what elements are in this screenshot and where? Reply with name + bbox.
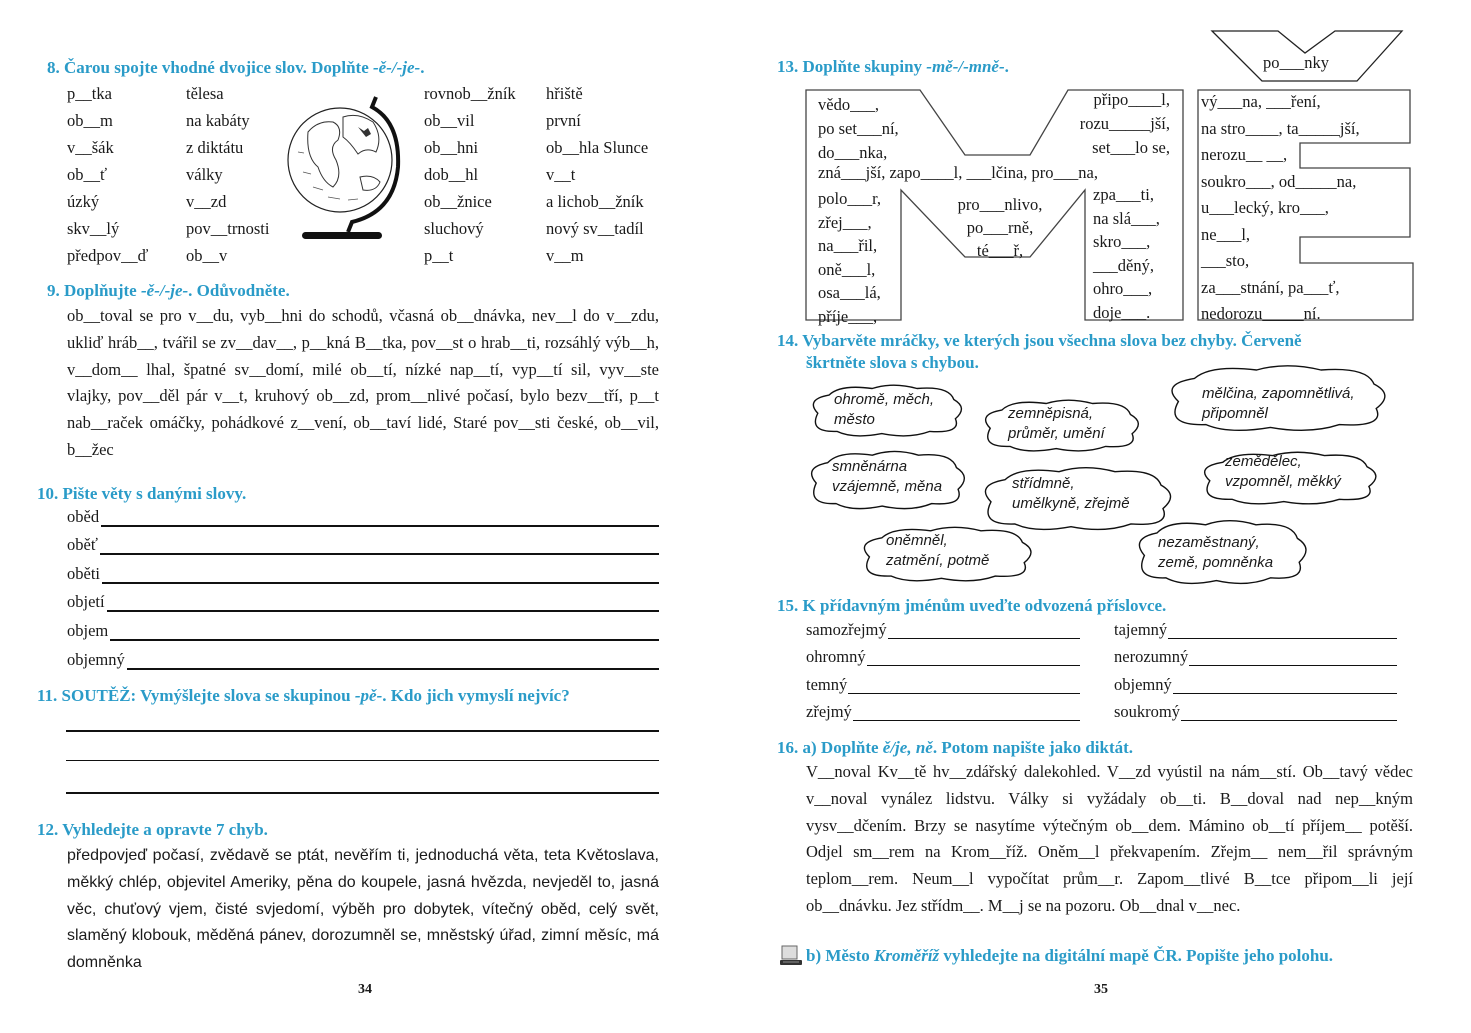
word-item: na stro____, ta_____jší, [1201,118,1360,138]
top-label: po___nky [1263,53,1329,72]
cloud-word-line: zemněpisná, [1008,405,1094,422]
word-item: z diktátu [186,138,244,157]
answer-line[interactable] [1173,693,1397,694]
word-item: doje___. [1093,302,1151,322]
cloud-text [832,457,942,497]
adjective-label: objemný [1114,675,1172,694]
word-item: ob__hla Slunce [546,138,649,157]
word-item: ob__hni [424,138,479,157]
sentence-word: objetí [67,592,105,611]
m-left-words [818,93,899,165]
word-item: za___stnání, pa___ť, [1201,277,1340,297]
word-item: ob__v [186,246,228,265]
cloud-word-line: připomněl [1202,405,1268,422]
cloud-word-line: zemědělec, [1225,453,1302,470]
word-item: úzký [67,192,100,211]
m-left-leg-words [818,187,881,328]
answer-line[interactable] [848,693,1080,694]
cloud-word-line: zatmění, potmě [886,552,990,569]
word-item: příje___, [818,306,878,326]
word-item: p__t [424,246,454,265]
cloud-word-line: země, pomněnka [1158,554,1274,571]
word-item: války [186,165,223,184]
cloud-text [1012,474,1130,514]
adjective-label: nerozumný [1114,647,1189,666]
answer-line[interactable] [1189,665,1397,666]
page-number: 35 [1094,982,1108,997]
word-item: vý___na, ___ření, [1201,92,1321,111]
cloud-text [1158,533,1273,573]
word-item: oně___l, [818,259,876,279]
word-item: zřej___, [818,212,872,232]
word-item: ne___l, [1201,224,1251,244]
answer-line[interactable] [888,638,1080,639]
answer-line[interactable] [1181,720,1397,721]
exercise-12-text: předpovjeď počasí, zvědavě se ptát, nevěřím ti, jednoduchá věta, teta Květoslava, měkký chlép, objevitel Ameriky, pěna do koupele, jasná hvězda, nevjeděl to, jasná věc, chuťový vjem, čisté svjedomí, výběh pro dobytek, vítečný oběd, celý svět, slaměný klobouk, měděná pánev, dorozumněl se, mněstský úřad, zimní měsíc, má domněnka [67,847,659,972]
adjective-label: samozřejmý [806,620,887,639]
cloud-word-line: nezaměstnaný, [1158,534,1260,551]
m-right-top-words [1050,88,1170,160]
word-item: nový sv__tadíl [546,219,644,238]
m-center-words [940,193,1060,262]
exercise-9-text: ob__toval se pro v__du, vyb__hni do schodů, včasná ob__dnávka, nev__l do v__zdu, ukliď hráb__, tvářil se zv__dav__, p__kná B__tka, pov__st o hrab__ti, rozsáhlý výb__h, v__dom__ lhal, špatné sv__domí, milé ob__tí, nízké nap__tí, vyp__tí sil, vyv__ste vlajky, pov__děl pár v__t, kruhový ob__zd, prom__nlivé počasí, bylo bezv__tří, p__t nab__raček omáčky, pohádkové z__vení, ob__taví lidé, Staré pov__sti české, ob__vil, b__žec [67,306,659,459]
word-item: polo___r, [818,189,882,208]
cloud-word-line: město [834,411,875,428]
word-item: nedorozu_____ní. [1201,304,1321,323]
answer-line[interactable] [1168,638,1397,639]
word-item: ohro___, [1093,279,1153,298]
adjective-label: soukromý [1114,702,1180,721]
exercise-12-title: 12. Vyhledejte a opravte 7 chyb. [37,820,268,839]
sentence-word: oběti [67,564,100,583]
word-item: pov__trnosti [186,219,270,238]
word-item: u___lecký, kro___, [1201,198,1329,217]
word-item: skro___, [1093,232,1151,251]
cloud-word-line: ohromě, měch, [834,391,935,408]
cloud-word-line: oněmněl, [886,532,948,549]
word-item: na___řil, [818,236,878,255]
word-item: po set___ní, [818,119,899,138]
word-item: set___lo se, [1092,138,1170,157]
e-shape-words [1201,89,1360,328]
word-item: ob__žnice [424,192,492,211]
word-item: té___ř, [976,241,1024,260]
exercise-8-title: 8. Čarou spojte vhodné dvojice slov. Doplňte -ě-/-je-. [47,58,425,77]
word-item: připo____l, [1093,90,1170,109]
adjective-label: zřejmý [806,702,852,721]
cloud-text [886,531,989,571]
cloud-word-line: vzájemně, měna [832,478,943,495]
exercise-16a-title: 16. a) Doplňte ě/je, ně. Potom napište jako diktát. [777,738,1134,757]
word-item: hřiště [546,84,583,103]
cloud-word-line: průměr, umění [1008,425,1105,442]
cloud-word-line: umělkyně, zřejmě [1012,495,1130,512]
word-item: ___děný, [1093,255,1154,275]
answer-line[interactable] [853,720,1080,721]
word-item: první [546,111,581,130]
word-item: p__tka [67,84,112,103]
word-item: dob__hl [424,165,479,184]
word-item: soukro___, od_____na, [1201,171,1357,191]
sentence-word: oběť [67,535,98,554]
word-item: ob__ť [67,165,108,184]
exercise-16b-title: b) Město Kroměříž vyhledejte na digitální mapě ČR. Popište jeho polohu. [806,946,1334,965]
word-item: rovnob__žník [424,84,516,103]
word-item: po___rně, [966,218,1034,237]
exercise-11-title: 11. SOUTĚŽ: Vymýšlejte slova se skupinou -pě-. Kdo jich vymyslí nejvíc? [37,686,570,705]
word-item: do___nka, [818,143,888,162]
word-item: v__zd [186,192,227,211]
word-item: zpa___ti, [1093,185,1154,204]
m-right-leg-words [1093,183,1160,324]
sentence-word: objemný [67,650,125,669]
cloud-text [1225,452,1341,492]
word-item: a lichob__žník [546,192,644,211]
cloud-word-line: smněnárna [832,458,908,475]
word-item: ___sto, [1201,251,1250,270]
cloud-word-line: vzpomněl, měkký [1225,473,1341,490]
cloud-word-line: střídmně, [1012,475,1075,492]
computer-icon [780,945,804,969]
word-item: osa___lá, [818,283,881,302]
exercise-14-title-line1: 14. Vybarvěte mráčky, ve kterých jsou všechna slova bez chyby. Červeně [777,331,1302,350]
word-item: na slá___, [1093,208,1160,228]
word-item: na kabáty [186,111,250,130]
word-item: v__šák [67,138,114,157]
answer-line[interactable] [867,665,1080,666]
word-item: v__t [546,165,576,184]
page-number: 34 [358,982,372,997]
exercise-16-text: V__noval Kv__tě hv__zdářský dalekohled. V__zd vyústil na nám__stí. Ob__tavý vědec v__noval vynález lidstvu. Války si vyžádaly ob__ti. B__doval nad nep__kným vysv__dčením. Brzy se nasytíme výtečným ob__dem. Mámino ob__tí příjem__ potěší. Odjel sm__rem na Krom__říž. Oněm__l překvapením. Zřejm__ nem__řil správným teplom__rem. Neum__l vypočítat prům__r. Zapom__tlivé B__tce připom__li její ob__dnávku. Jez střídm__. M__j se na pozoru. Ob__dnal v__nec. [806,762,1413,915]
word-item: vědo___, [818,95,879,114]
word-item: nerozu__ __, [1201,145,1288,164]
word-item: ob__vil [424,111,475,130]
exercise-9-title: 9. Doplňujte -ě-/-je-. Odůvodněte. [47,281,290,300]
adjective-label: temný [806,675,848,694]
word-item: ob__m [67,111,113,130]
word-item: skv__lý [67,219,120,238]
adjective-label: tajemný [1114,620,1168,639]
cloud-word-line: mělčina, zapomnětlivá, [1202,385,1355,402]
cloud-text [1008,404,1105,444]
cloud-text [834,390,934,430]
word-item: předpov__ď [67,246,149,265]
word-item: sluchový [424,219,484,238]
word-item: v__m [546,246,584,265]
word-item: rozu_____jší, [1079,114,1170,133]
adjective-label: ohromný [806,647,866,666]
exercise-10-title: 10. Pište věty s danými slovy. [37,484,247,503]
word-item: pro___nlivo, [957,195,1043,214]
sentence-word: oběd [67,507,100,526]
m-middle-row: zná___jší, zapo____l, ___lčina, pro___na, [818,163,1098,182]
exercise-13-title: 13. Doplňte skupiny -mě-/-mně-. [777,57,1009,76]
word-item: tělesa [186,84,224,103]
cloud-text [1202,384,1355,424]
sentence-word: objem [67,621,109,640]
exercise-14-title-line2: škrtněte slova s chybou. [806,353,979,372]
exercise-15-title: 15. K přídavným jménům uveďte odvozená příslovce. [777,596,1167,615]
